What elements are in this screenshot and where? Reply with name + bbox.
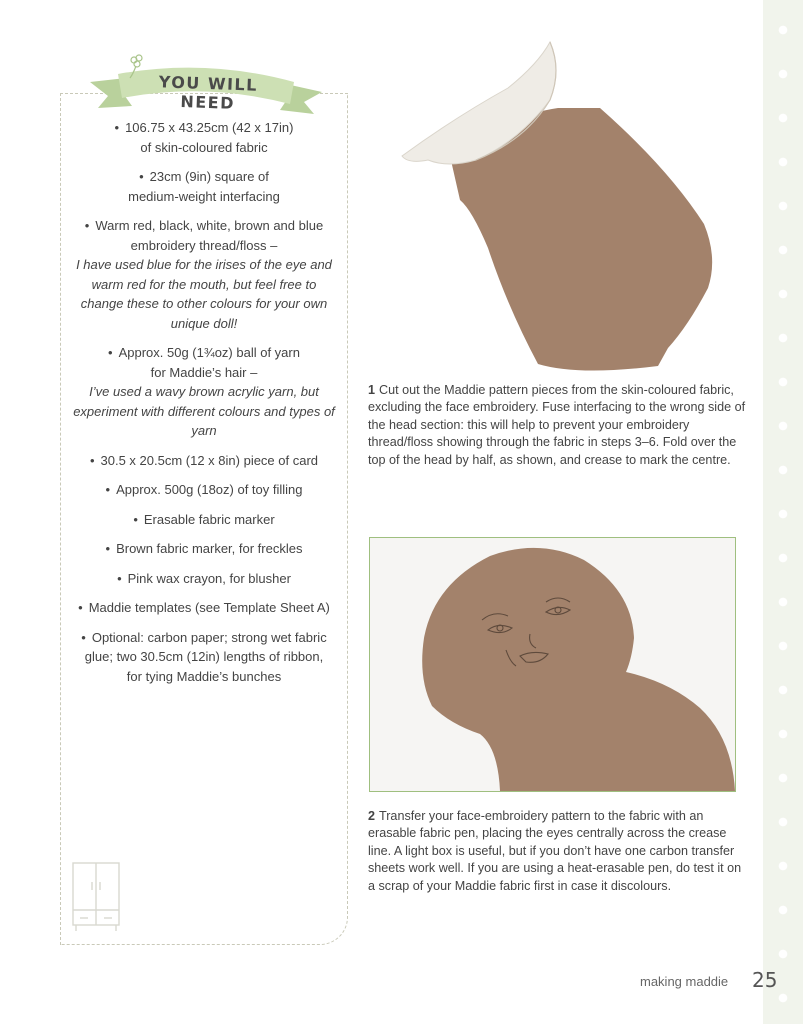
bullet: •	[89, 452, 95, 468]
wardrobe-icon	[70, 860, 122, 934]
materials-item	[72, 343, 336, 441]
materials-item	[72, 451, 336, 471]
materials-item-text: for Maddie’s hair –	[150, 364, 258, 380]
materials-item-text: Optional: carbon paper; strong wet fabric	[91, 629, 327, 645]
materials-item-text: Warm red, black, white, brown and blue	[95, 218, 324, 233]
materials-item-text: 30.5 x 20.5cm (12 x 8in) piece of card	[100, 452, 319, 468]
materials-item-text: for tying Maddie’s bunches	[126, 668, 282, 684]
materials-item	[72, 480, 336, 500]
bullet: •	[108, 345, 113, 360]
materials-item-text: embroidery thread/floss –	[130, 237, 278, 253]
step-2-number: 2	[368, 809, 376, 823]
materials-item	[72, 569, 336, 589]
materials-item-text: of skin-coloured fabric	[140, 139, 268, 155]
materials-item-text: Erasable fabric marker	[143, 511, 275, 527]
step-1-number: 1	[368, 383, 376, 397]
materials-item-text: Approx. 50g (1¾oz) ball of yarn	[118, 345, 300, 360]
materials-item	[72, 167, 336, 206]
photo-folded-pattern	[368, 28, 740, 378]
materials-item-note: I’ve used a wavy brown acrylic yarn, but experiment with different colours and types of yarn	[73, 384, 335, 438]
materials-item-text: Brown fabric marker, for freckles	[116, 541, 303, 556]
step-1	[368, 382, 750, 469]
materials-item-text: Approx. 500g (18oz) of toy filling	[116, 482, 303, 497]
materials-item-text: 23cm (9in) square of	[149, 169, 269, 184]
bullet: •	[78, 600, 83, 615]
materials-item-text: 106.75 x 43.25cm (42 x 17in)	[125, 120, 294, 135]
photo-traced-face	[369, 537, 736, 792]
materials-item	[72, 539, 336, 559]
bullet: •	[139, 169, 144, 184]
step-2-text: Transfer your face-embroidery pattern to the fabric with an erasable fabric pen, placing the eyes centrally across the crease line. A light box is useful, but if you don’t have one carbon transfer sheets work well. If you are using a heat-erasable pen, do test it on a scrap of your Maddie fabric first in case it discolours.	[368, 809, 742, 893]
materials-item	[72, 118, 336, 157]
materials-item-text: medium-weight interfacing	[128, 188, 280, 204]
bullet: •	[81, 629, 86, 645]
bullet: •	[117, 570, 122, 586]
materials-list	[72, 118, 336, 696]
step-2	[368, 808, 748, 895]
polka-dot-border	[763, 0, 803, 1024]
materials-item	[72, 628, 336, 687]
materials-item-note: I have used blue for the irises of the eye and warm red for the mouth, but feel free to change these to other colours for your own unique doll!	[76, 257, 332, 331]
materials-item	[72, 510, 336, 530]
bullet: •	[133, 511, 138, 527]
materials-item-text: glue; two 30.5cm (12in) lengths of ribbon,	[84, 649, 324, 664]
bullet: •	[105, 482, 111, 497]
step-1-text: Cut out the Maddie pattern pieces from the skin-coloured fabric, excluding the face embroidery. Fuse interfacing to the wrong side of the head section: this will help to prevent your embroidery thread/floss showing through the fabric in steps 3–6. Fold over the top of the head by half, as shown, and crease to mark the centre.	[368, 383, 746, 467]
bullet: •	[105, 541, 111, 556]
bullet: •	[84, 218, 90, 233]
materials-item	[72, 598, 336, 618]
section-footer: making maddie	[640, 974, 729, 989]
materials-item-text: Maddie templates (see Template Sheet A)	[88, 600, 330, 615]
materials-item	[72, 216, 336, 333]
page-number: 25	[752, 968, 778, 992]
you-will-need-title: YOU WILL NEED	[158, 72, 259, 113]
bullet: •	[114, 120, 120, 135]
materials-item-text: Pink wax crayon, for blusher	[127, 570, 291, 586]
